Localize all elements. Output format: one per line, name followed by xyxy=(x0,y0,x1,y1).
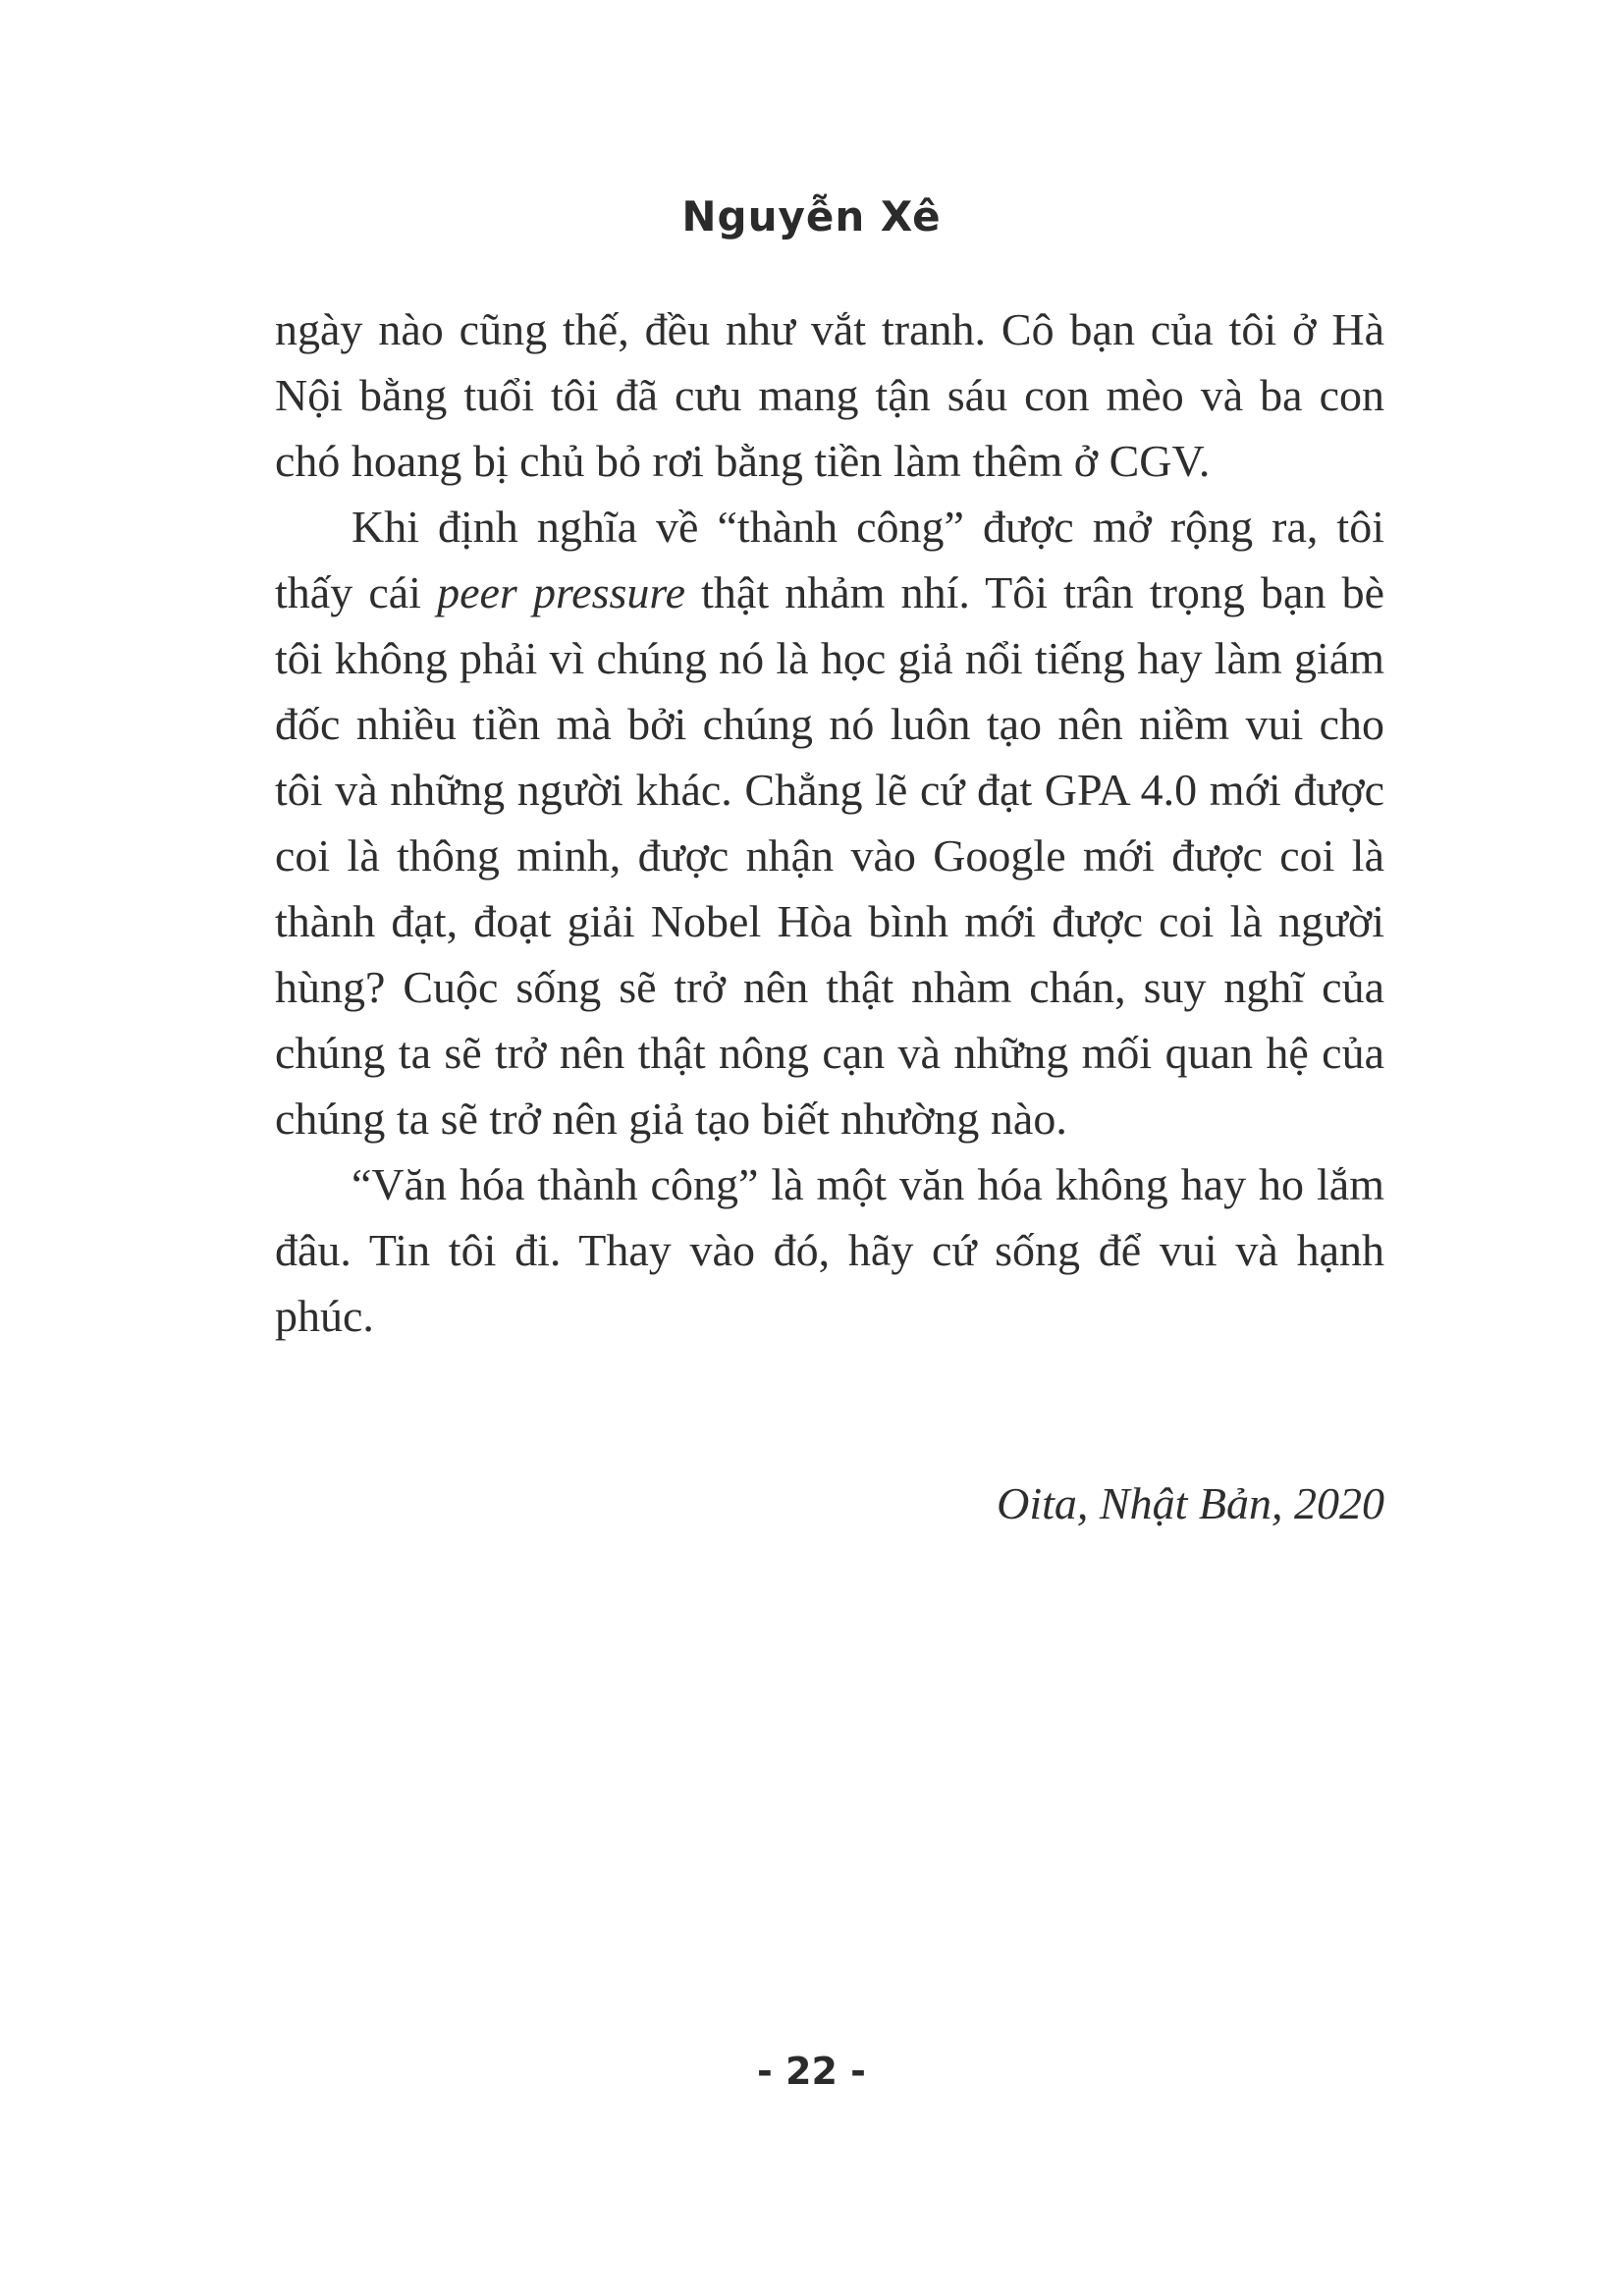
paragraph-2-italic-term: peer pressure xyxy=(437,567,685,617)
paragraph-2-text-before: Khi định nghĩa về “thành công” được mở rộng ra, tôi thấy cái xyxy=(275,502,1384,617)
page-number: - 22 - xyxy=(757,2050,866,2093)
body-text xyxy=(275,296,1384,1349)
place-date-signature: Oita, Nhật Bản, 2020 xyxy=(997,1478,1384,1528)
paragraph-3: “Văn hóa thành công” là một văn hóa không hay ho lắm đâu. Tin tôi đi. Thay vào đó, hãy cứ sống để vui và hạnh phúc. xyxy=(275,1159,1384,1341)
paragraph-2 xyxy=(275,494,1384,1151)
paragraph-1: ngày nào cũng thế, đều như vắt tranh. Cô bạn của tôi ở Hà Nội bằng tuổi tôi đã cưu mang tận sáu con mèo và ba con chó hoang bị chủ bỏ rơi bằng tiền làm thêm ở CGV. xyxy=(275,304,1384,486)
paragraph-2-text-after: thật nhảm nhí. Tôi trân trọng bạn bè tôi không phải vì chúng nó là học giả nổi tiếng hay làm giám đốc nhiều tiền mà bởi chúng nó luôn tạo nên niềm vui cho tôi và những người khác. Chẳng lẽ cứ đạt GPA 4.0 mới được coi là thông minh, được nhận vào Google mới được coi là thành đạt, đoạt giải Nobel Hòa bình mới được coi là người hùng? Cuộc sống sẽ trở nên thật nhàm chán, suy nghĩ của chúng ta sẽ trở nên thật nông cạn và những mối quan hệ của chúng ta sẽ trở nên giả tạo biết nhường nào. xyxy=(275,567,1385,1144)
running-header-author: Nguyễn Xê xyxy=(681,192,942,240)
